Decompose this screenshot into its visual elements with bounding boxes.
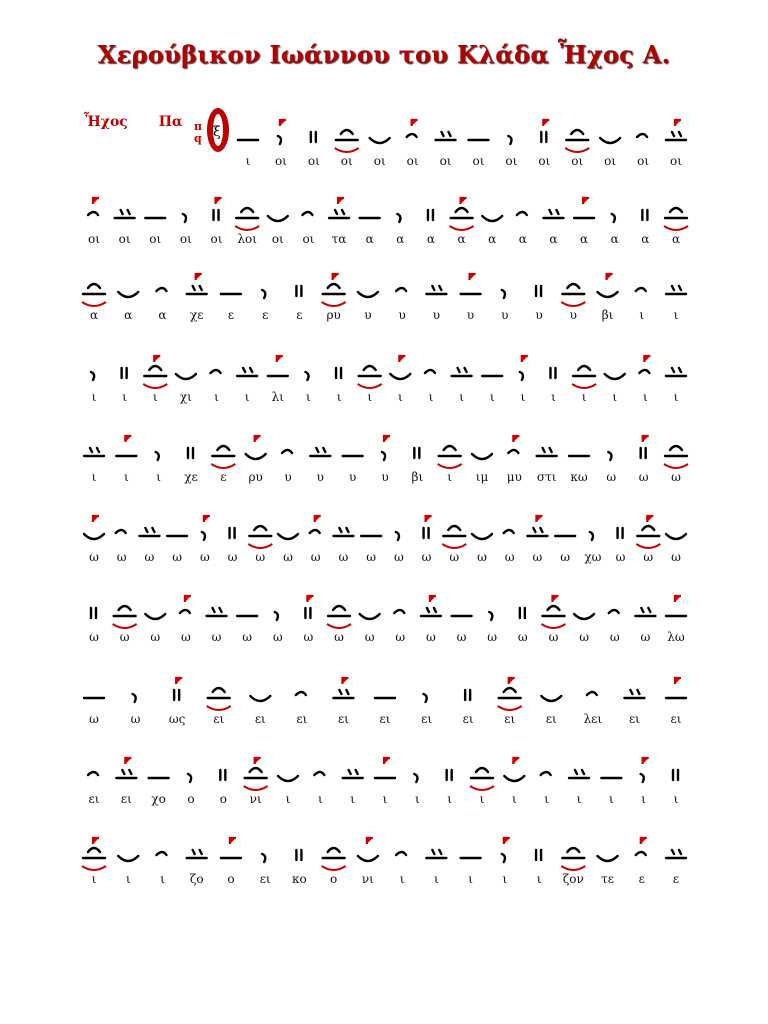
syllable: υ: [316, 470, 324, 484]
syllable: ω: [456, 630, 467, 644]
syllable: ω: [89, 630, 99, 644]
syllable: ο: [219, 792, 227, 806]
syllable: ι: [673, 792, 679, 806]
syllable: υ: [535, 308, 543, 322]
svg-text:π: π: [194, 120, 203, 133]
syllable: οι: [210, 232, 223, 246]
syllable: ω: [172, 550, 183, 564]
syllable: οι: [302, 232, 315, 246]
syllable: ω: [395, 630, 406, 644]
syllable: ο: [330, 872, 338, 886]
syllable: ε: [227, 308, 235, 322]
staff-line: [0, 506, 768, 592]
syllable: ω: [609, 630, 620, 644]
syllable: λι: [271, 390, 284, 404]
syllable: ω: [640, 630, 651, 644]
syllable: ω: [199, 550, 210, 564]
syllable: ι: [641, 792, 647, 806]
syllable: οι: [149, 232, 162, 246]
syllable: χι: [179, 390, 192, 404]
syllable: ω: [272, 630, 283, 644]
syllable: οι: [373, 154, 386, 168]
syllable: ω: [144, 550, 155, 564]
syllable: ει: [545, 712, 557, 726]
syllable: ι: [382, 792, 388, 806]
syllable: ι: [447, 792, 453, 806]
syllable: ει: [421, 712, 433, 726]
syllable: ω: [477, 550, 487, 564]
syllable: ι: [317, 792, 323, 806]
syllable: ει: [670, 712, 682, 726]
syllable: ρυ: [248, 470, 263, 484]
syllable: ι: [639, 308, 645, 322]
syllable: ω: [89, 550, 99, 564]
syllable: ω: [364, 630, 375, 644]
syllable: ι: [336, 390, 342, 404]
syllable: α: [396, 232, 405, 246]
syllable: ω: [334, 630, 344, 644]
syllable: ω: [643, 550, 654, 564]
syllable: ω: [393, 550, 404, 564]
syllable: ι: [576, 792, 582, 806]
syllable: ι: [536, 872, 542, 886]
syllable: ι: [551, 390, 556, 404]
syllable: α: [671, 232, 681, 246]
syllable: ει: [120, 792, 132, 806]
syllable: ω: [606, 470, 617, 484]
syllable: α: [488, 232, 497, 246]
syllable: οι: [637, 154, 650, 168]
syllable: ε: [296, 308, 303, 322]
syllable: ω: [130, 712, 141, 726]
neume-row: [0, 264, 768, 316]
syllable: ι: [160, 872, 165, 886]
syllable: α: [610, 232, 619, 246]
syllable: α: [549, 232, 558, 246]
mode-label: Ἦχος: [84, 114, 128, 130]
staff-line: [0, 426, 768, 512]
syllable: οι: [604, 154, 617, 168]
syllable: ω: [579, 630, 589, 644]
syllable: βι: [411, 470, 424, 484]
syllable: υ: [466, 308, 475, 322]
syllable: οι: [307, 154, 320, 168]
syllable: ω: [242, 630, 253, 644]
svg-text:ξ: ξ: [213, 124, 221, 140]
syllable: χε: [189, 308, 204, 322]
syllable: ι: [673, 390, 679, 404]
syllable: ι: [152, 390, 158, 404]
syllable: οι: [88, 232, 100, 246]
syllable: ε: [262, 308, 269, 322]
syllable: ο: [227, 872, 235, 886]
syllable: ω: [310, 550, 321, 564]
syllable: ι: [214, 390, 219, 404]
syllable: ι: [123, 470, 129, 484]
syllable: α: [518, 232, 527, 246]
syllable: ω: [421, 550, 432, 564]
syllable: ει: [213, 712, 225, 726]
syllable: υ: [381, 470, 389, 484]
syllable: ω: [517, 630, 528, 644]
syllable: ι: [643, 390, 648, 404]
syllable: ε: [638, 872, 645, 886]
syllable: ει: [337, 712, 349, 726]
syllable: ε: [220, 470, 227, 484]
syllable: ω: [180, 630, 191, 644]
syllable: βι: [601, 308, 614, 322]
syllable: υ: [284, 470, 292, 484]
syllable: ι: [489, 390, 495, 404]
syllable: οι: [179, 232, 192, 246]
syllable: κω: [570, 470, 588, 484]
syllable: α: [641, 232, 650, 246]
syllable: ει: [254, 712, 266, 726]
syllable: ι: [414, 792, 420, 806]
syllable: ι: [433, 872, 439, 886]
syllable: οι: [439, 154, 452, 168]
syllable: ρυ: [326, 308, 341, 322]
syllable: α: [124, 308, 133, 322]
syllable: ω: [638, 470, 649, 484]
syllable: ω: [366, 550, 377, 564]
syllable: οι: [538, 154, 551, 168]
syllable: ω: [150, 630, 161, 644]
syllable: ι: [245, 154, 251, 168]
syllable: ι: [397, 390, 403, 404]
syllable: ι: [581, 390, 587, 404]
syllable: ει: [259, 872, 271, 886]
syllable: ω: [487, 630, 498, 644]
syllable: ι: [122, 390, 127, 404]
syllable: ω: [504, 550, 515, 564]
syllable: ω: [615, 550, 626, 564]
syllable: α: [457, 232, 466, 246]
staff-line: [0, 748, 768, 834]
syllable: ιμ: [475, 470, 489, 484]
syllable: ω: [283, 550, 293, 564]
staff-line: [0, 828, 768, 914]
syllable: ι: [285, 792, 291, 806]
syllable: ι: [91, 470, 97, 484]
syllable: χε: [184, 470, 198, 484]
syllable: ως: [168, 712, 186, 726]
neume-row: [0, 188, 768, 240]
syllable: οι: [118, 232, 131, 246]
syllable: οι: [274, 154, 287, 168]
syllable: ε: [672, 872, 680, 886]
syllable: υ: [349, 470, 357, 484]
syllable: ζον: [562, 872, 584, 886]
syllable: α: [365, 232, 374, 246]
syllable: ζο: [189, 872, 204, 886]
syllable: ι: [428, 390, 434, 404]
syllable: ω: [671, 470, 681, 484]
syllable: τε: [601, 872, 614, 886]
syllable: οι: [271, 232, 284, 246]
syllable: υ: [501, 308, 509, 322]
staff-line: [0, 346, 768, 432]
syllable: υ: [398, 308, 406, 322]
syllable: ι: [612, 390, 618, 404]
neume-row: [0, 586, 768, 638]
syllable: μυ: [506, 470, 522, 484]
syllable: ει: [504, 712, 516, 726]
syllable: ω: [116, 550, 127, 564]
staff-line: [0, 188, 768, 274]
syllable: ω: [560, 550, 571, 564]
neume-row: [0, 346, 768, 398]
syllable: υ: [432, 308, 440, 322]
syllable: ει: [462, 712, 474, 726]
syllable: νι: [249, 792, 262, 806]
syllable: ι: [479, 792, 485, 806]
staff-line: [0, 110, 768, 196]
syllable: ω: [211, 630, 222, 644]
staff-line: [0, 264, 768, 350]
syllable: λω: [667, 630, 685, 644]
syllable: ει: [88, 792, 100, 806]
syllable: α: [580, 232, 589, 246]
syllable: ω: [303, 630, 314, 644]
syllable: ι: [544, 792, 550, 806]
syllable: υ: [569, 308, 577, 322]
syllable: χο: [151, 792, 166, 806]
syllable: οι: [472, 154, 485, 168]
syllable: ι: [447, 470, 453, 484]
syllable: ω: [255, 550, 266, 564]
staff-line: [0, 586, 768, 672]
syllable: χω: [584, 550, 602, 564]
syllable: ι: [91, 872, 97, 886]
syllable: α: [426, 232, 435, 246]
syllable: τα: [331, 232, 347, 246]
syllable: λοι: [237, 232, 257, 246]
page-title: Χερούβικον Ιωάννου του Κλάδα Ἦχος Α.: [97, 40, 671, 69]
staff-line: [0, 668, 768, 754]
neume-row: [0, 828, 768, 880]
syllable: ι: [673, 308, 679, 322]
syllable: ο: [187, 792, 195, 806]
syllable: ι: [367, 390, 373, 404]
syllable: ω: [89, 712, 99, 726]
syllable: ι: [502, 872, 508, 886]
mode-sign: Πα: [158, 114, 183, 130]
syllable: λει: [583, 712, 603, 726]
syllable: ω: [426, 630, 436, 644]
syllable: ω: [119, 630, 130, 644]
syllable: ω: [338, 550, 349, 564]
syllable: ι: [156, 470, 162, 484]
syllable: α: [89, 308, 99, 322]
syllable: ι: [125, 872, 131, 886]
syllable: ω: [227, 550, 238, 564]
syllable: ω: [548, 630, 559, 644]
syllable: ι: [511, 792, 517, 806]
syllable: ι: [306, 390, 311, 404]
syllable: ω: [532, 550, 543, 564]
syllable: οι: [340, 154, 353, 168]
syllable: ι: [608, 792, 614, 806]
svg-text:q: q: [194, 132, 202, 145]
syllable: κο: [292, 872, 307, 886]
syllable: ι: [468, 872, 473, 886]
syllable: ει: [296, 712, 308, 726]
syllable: α: [158, 308, 167, 322]
syllable: νι: [361, 872, 374, 886]
syllable: ι: [244, 390, 250, 404]
syllable: ι: [350, 792, 356, 806]
syllable: ι: [459, 390, 464, 404]
syllable: ι: [91, 390, 97, 404]
syllable: ι: [399, 872, 405, 886]
syllable: ω: [449, 550, 460, 564]
syllable: ει: [379, 712, 391, 726]
syllable: ει: [628, 712, 640, 726]
syllable: υ: [364, 308, 372, 322]
syllable: οι: [670, 154, 682, 168]
syllable: ω: [671, 550, 681, 564]
syllable: οι: [571, 154, 584, 168]
syllable: οι: [505, 154, 518, 168]
syllable: στι: [536, 470, 557, 484]
syllable: ι: [520, 390, 526, 404]
syllable: οι: [406, 154, 419, 168]
